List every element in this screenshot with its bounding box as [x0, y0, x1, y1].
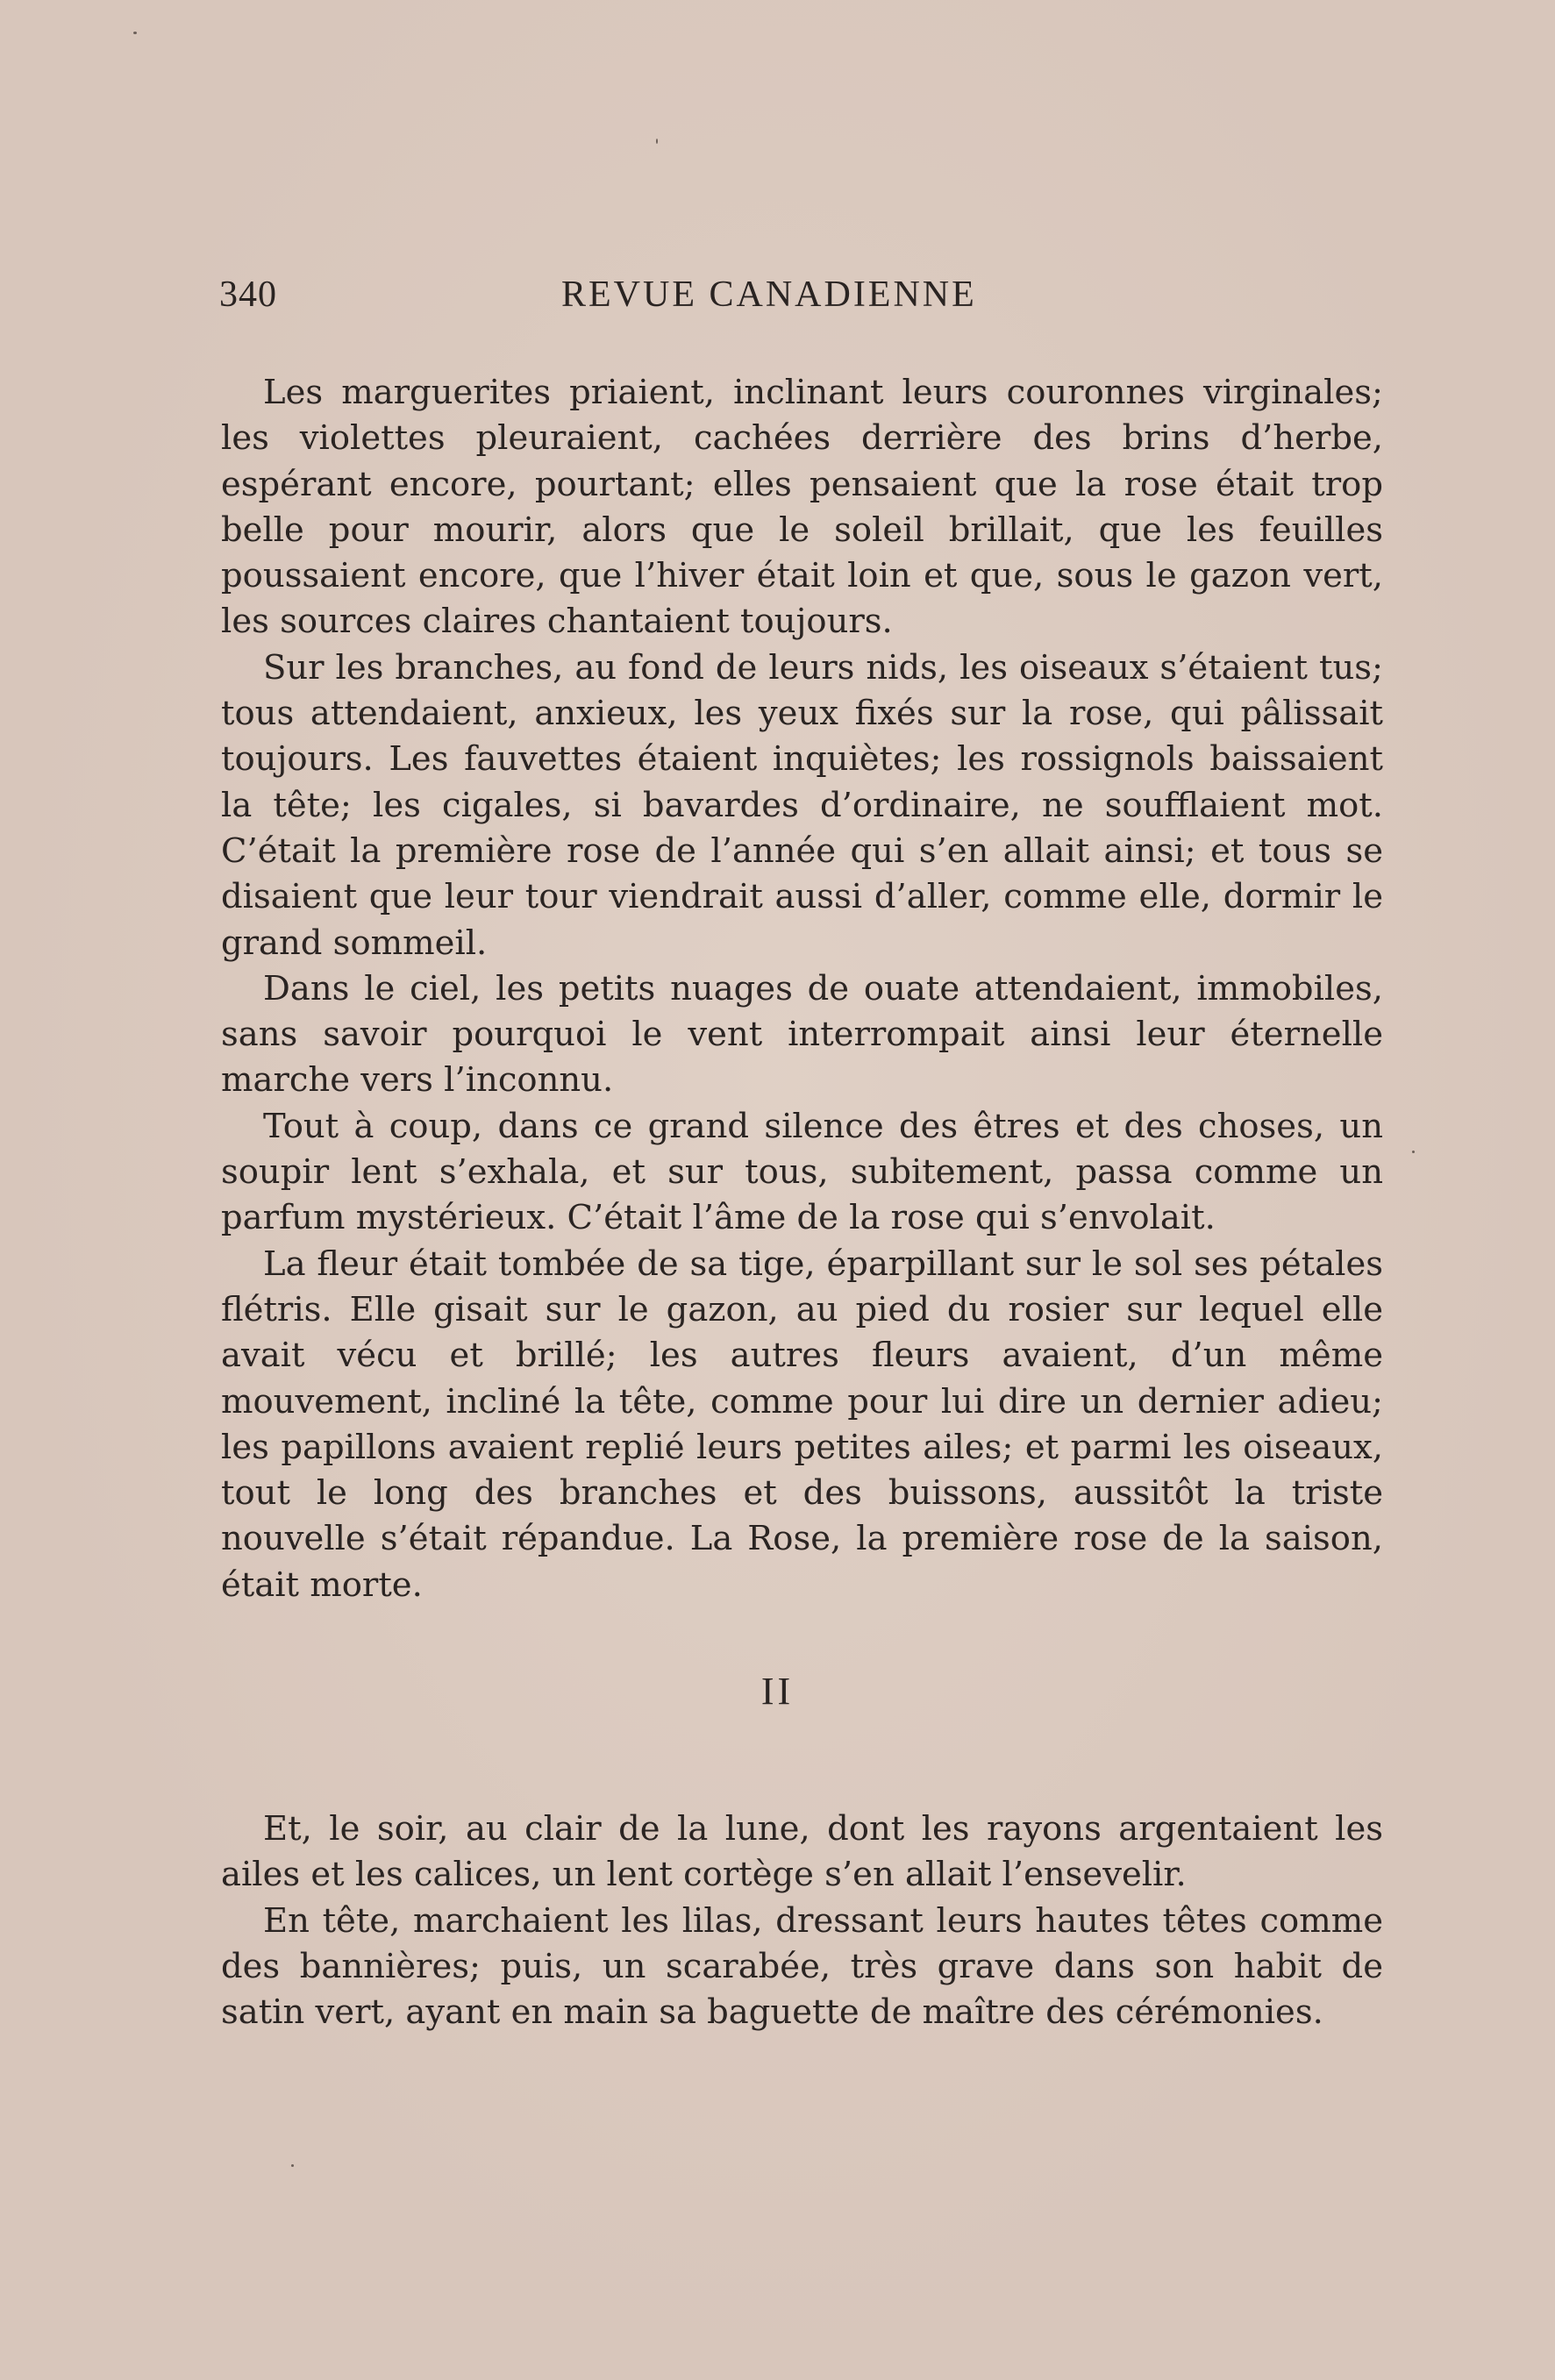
paragraph: Les marguerites priaient, inclinant leurs couronnes virginales; les violettes pleuraient, cachées derrière des brins d’herbe, espérant encore, pourtant; elles pensaient que la rose était trop belle pour mourir, alors que le soleil brillait, que les feuilles poussaient encore, que l’hiver était loin et que, sous le gazon vert, les sources claires chantaient toujours. [221, 373, 1383, 642]
paper-speck [291, 2164, 294, 2167]
paragraph: Et, le soir, au clair de la lune, dont les rayons argentaient les ailes et les calices, un lent cortège s’en allait l’ensevelir. [221, 1809, 1383, 1895]
section-one-text [221, 370, 1383, 1608]
section-heading: II [760, 1670, 795, 1713]
paragraph: Tout à coup, dans ce grand silence des êtres et des choses, un soupir lent s’exhala, et sur tous, subitement, passa comme un parfum mystérieux. C’était l’âme de la rose qui s’envolait. [221, 1106, 1383, 1238]
paragraph: Dans le ciel, les petits nuages de ouate attendaient, immobiles, sans savoir pourquoi le vent interrompait ainsi leur éternelle marche vers l’inconnu. [221, 968, 1383, 1101]
page-header [219, 274, 1386, 326]
paper-speck [656, 139, 658, 144]
paragraph: La fleur était tombée de sa tige, éparpillant sur le sol ses pétales flétris. Elle gisait sur le gazon, au pied du rosier sur lequel elle avait vécu et brillé; les autres fleurs avaient, d’un même mouvement, incliné la tête, comme pour lui dire un dernier adieu; les papillons avaient replié leurs petites ailes; et parmi les oiseaux, tout le long des branches et des buissons, aussitôt la triste nouvelle s’était répandue. La Rose, la première rose de la saison, était morte. [221, 1243, 1383, 1605]
paper-speck [1412, 1151, 1415, 1153]
paper-speck [133, 32, 137, 34]
running-title: REVUE CANADIENNE [561, 274, 977, 315]
page-number: 340 [219, 274, 277, 315]
paragraph: Sur les branches, au fond de leurs nids, les oiseaux s’étaient tus; tous attendaient, anxieux, les yeux fixés sur la rose, qui pâlissait toujours. Les fauvettes étaient inquiètes; les rossignols baissaient la tête; les cigales, si bavardes d’ordinaire, ne soufflaient mot. C’était la première rose de l’année qui s’en allait ainsi; et tous se disaient que leur tour viendrait aussi d’aller, comme elle, dormir le grand sommeil. [221, 647, 1383, 963]
section-two-text [221, 1806, 1383, 2035]
paragraph: En tête, marchaient les lilas, dressant leurs hautes têtes comme des bannières; puis, un scarabée, très grave dans son habit de satin vert, ayant en main sa baguette de maître des cérémonies. [221, 1900, 1383, 2033]
